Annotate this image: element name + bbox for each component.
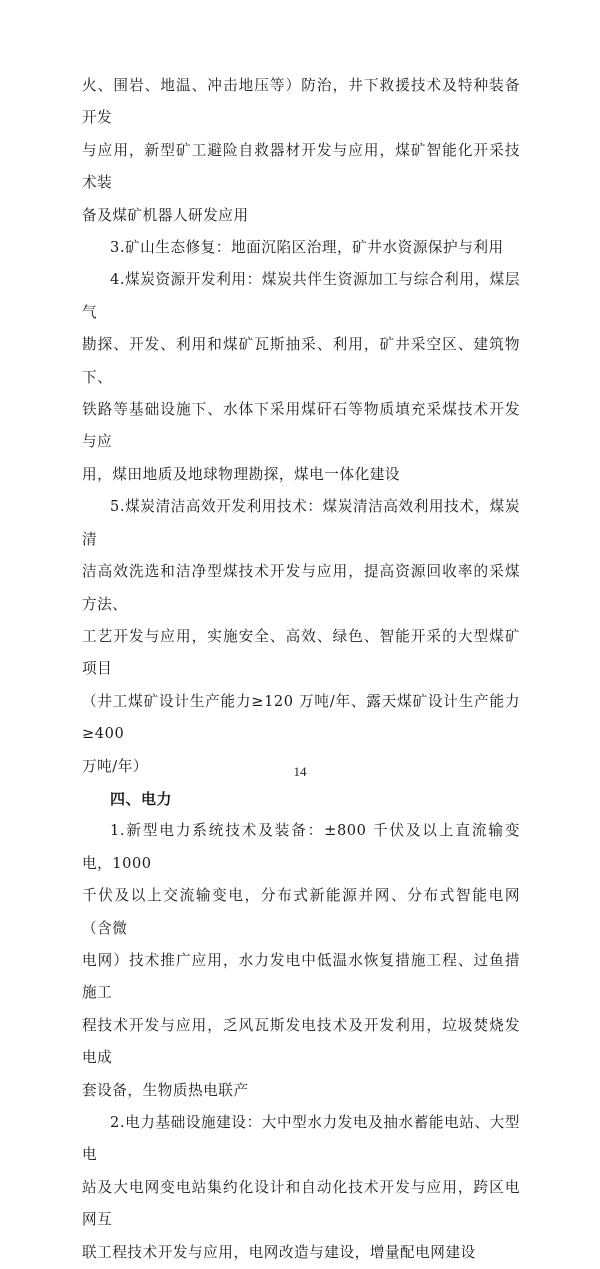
text-line: （井工煤矿设计生产能力≥120 万吨/年、露天煤矿设计生产能力≥400 [82, 692, 520, 743]
document-body [82, 70, 520, 1269]
text-block-mining [82, 70, 520, 783]
text-line: 站及大电网变电站集约化设计和自动化技术开发与应用，跨区电网互 [82, 1178, 520, 1229]
text-line: 程技术开发与应用，乏风瓦斯发电技术及开发利用，垃圾焚烧发电成 [82, 1016, 520, 1067]
section-heading-electric-power: 四、电力 [110, 789, 173, 808]
text-block-electric-power [82, 815, 520, 1269]
text-line: 5.煤炭清洁高效开发利用技术：煤炭清洁高效利用技术，煤炭清 [82, 498, 520, 548]
text-line: 用，煤田地质及地球物理勘探，煤电一体化建设 [82, 465, 401, 483]
text-line: 电网）技术推广应用，水力发电中低温水恢复措施工程、过鱼措施工 [82, 951, 520, 1002]
text-line: 铁路等基础设施下、水体下采用煤矸石等物质填充采煤技术开发与应 [82, 401, 520, 451]
text-line: 套设备，生物质热电联产 [82, 1081, 249, 1099]
text-line: 千伏及以上交流输变电，分布式新能源并网、分布式智能电网（含微 [82, 887, 520, 937]
text-line: 与应用，新型矿工避险自救器材开发与应用，煤矿智能化开采技术装 [82, 141, 520, 192]
text-line: 万吨/年） [82, 757, 149, 775]
text-line: 1.新型电力系统技术及装备：±800 千伏及以上直流输变电，1000 [82, 822, 520, 872]
page-number: 14 [293, 764, 307, 779]
text-line: 勘探、开发、利用和煤矿瓦斯抽采、利用，矿井采空区、建筑物下、 [82, 336, 520, 386]
text-line: 洁高效洗选和洁净型煤技术开发与应用，提高资源回收率的采煤方法、 [82, 563, 520, 613]
text-line: 工艺开发与应用，实施安全、高效、绿色、智能开采的大型煤矿项目 [82, 627, 520, 678]
text-line: 备及煤矿机器人研发应用 [82, 206, 249, 224]
text-line: 2.电力基础设施建设：大中型水力发电及抽水蓄能电站、大型电 [82, 1114, 520, 1164]
text-line: 4.煤炭资源开发利用：煤炭共伴生资源加工与综合利用，煤层气 [82, 271, 520, 321]
text-line: 3.矿山生态修复：地面沉陷区治理，矿井水资源保护与利用 [110, 239, 504, 257]
text-line: 联工程技术开发与应用，电网改造与建设，增量配电网建设 [82, 1243, 476, 1261]
text-line: 火、围岩、地温、冲击地压等）防治，井下救援技术及特种装备开发 [82, 77, 520, 127]
